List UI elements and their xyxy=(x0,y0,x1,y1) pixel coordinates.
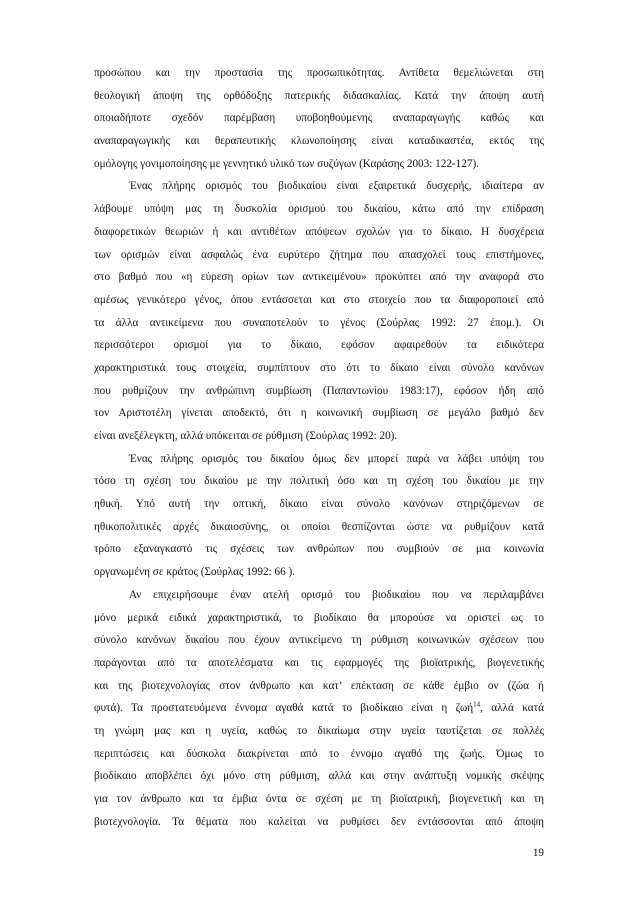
text-line: για τον άνθρωπο και τα έμβια όντα σε σχέση με τη βιοϊατρική, βιογενετική και τη xyxy=(94,793,544,805)
body-text xyxy=(94,62,544,833)
text-line: των ορισμών είναι ασφαλώς ένα ευρύτερο ζήτημα που απασχολεί τους επιστήμονες, xyxy=(94,248,544,261)
footnote-reference[interactable]: 14 xyxy=(473,700,481,709)
text-line: τη γνώμη μας και η υγεία, καθώς το δικαίωμα στην υγεία ταυτίζεται σε πολλές xyxy=(94,724,544,737)
text-line: αναπαραγωγικής και θεραπευτικής κλωνοποίησης είναι καταδικαστέα, εκτός της xyxy=(94,135,544,148)
text-line: τρόπο εξαναγκαστό τις σχέσεις των ανθρώπων που συμβιούν σε μια κοινωνία xyxy=(94,543,544,556)
paragraph-first-line: Ένας πλήρης ορισμός του βιοδικαίου είναι εξαιρετικά δυσχερής, ιδιαίτερα αν xyxy=(129,180,544,193)
text-line: οργανωμένη σε κράτος (Σούρλας 1992: 66 ). xyxy=(94,566,295,579)
text-line: ηθική. Υπό αυτή την οπτική, δίκαιο είναι σύνολο κανόνων στηριζόμενων σε xyxy=(94,498,544,511)
text-line: οποιαδήποτε σχεδόν παρέμβαση υποβοηθούμενης αναπαραγωγής καθώς και xyxy=(94,112,544,125)
text-line: ηθικοπολιτικές αρχές δικαιοσύνης, οι οποίοι θεσπίζονται ώστε να ρυθμίζουν κατά xyxy=(94,520,544,533)
text-line: στο βαθμό που «η εύρεση ορίων των αντικειμένου» προκύπτει από την αναφορά στο xyxy=(94,271,544,284)
text-line: λάβουμε υπόψη μας τη δυσκολία ορισμού του δικαίου, κάτω από την επίδραση xyxy=(94,203,544,216)
text-line-with-footnote xyxy=(94,697,544,720)
text-segment: , αλλά κατά xyxy=(480,702,544,715)
text-segment: φυτά). Τα προστατευόμενα έννομα αγαθά κατά το βιοδίκαιο είναι η ζωή xyxy=(94,702,474,715)
text-line: χαρακτηριστικά τους στοιχεία, συμπίπτουν στο ότι το δίκαιο είναι σύνολο κανόνων xyxy=(94,361,544,374)
text-line: αμέσως γενικότερο γένος, όπου εντάσσεται και στο στοιχείο που τα διαφοροποιεί από xyxy=(94,293,544,306)
text-line: μόνο μερικά ειδικά χαρακτηριστικά, το βιοδίκαιο θα μπορούσε να οριστεί ως το xyxy=(94,611,544,624)
text-line: ομόλογης γονιμοποίησης με γεννητικό υλικό των συζύγων (Καράσης 2003: 122-127). xyxy=(94,157,479,170)
text-line: τα άλλα αντικείμενα που συναποτελούν το γένος (Σούρλας 1992: 27 έπομ.). Οι xyxy=(94,316,544,329)
text-line: τον Αριστοτέλη γίνεται αποδεκτό, ότι η κοινωνική συμβίωση σε μεγάλο βαθμό δεν xyxy=(94,407,544,420)
paragraph-first-line: Ένας πλήρης ορισμός του δικαίου όμως δεν μπορεί παρά να λάβει υπόψη του xyxy=(129,452,544,465)
text-line: διαφορετικών θεωριών ή και αντιθέτων απόψεων σχολών για το δίκαιο. Η δυσχέρεια xyxy=(94,225,544,238)
text-line: θεολογική άποψη της ορθόδοξης πατερικής διδασκαλίας. Κατά την άποψη αυτή xyxy=(94,89,544,102)
text-line: βιοτεχνολογία. Τα θέματα που καλείται να ρυθμίσει δεν εντάσσονται από άποψη xyxy=(94,815,544,828)
text-line: προσώπου και την προστασία της προσωπικότητας. Αντίθετα θεμελιώνεται στη xyxy=(94,67,544,79)
text-line: περιπτώσεις και δύσκολα διακρίνεται από το έννομο αγαθό της ζωής. Όμως το xyxy=(94,747,544,760)
text-line: τόσο τη σχέση του δικαίου με την πολιτική όσο και τη σχέση του δικαίου με την xyxy=(94,475,544,488)
paragraph-first-line: Αν επιχειρήσουμε έναν ατελή ορισμό του βιοδικαίου που να περιλαμβάνει xyxy=(129,588,544,601)
page-number: 19 xyxy=(532,847,544,859)
text-line: και της βιοτεχνολογίας στον άνθρωπο και κατ’ επέκταση σε κάθε έμβιο ον (ζώα ή xyxy=(94,679,544,692)
text-line: σύνολο κανόνων δικαίου που έχουν αντικείμενο τη ρύθμιση κοινωνικών σχέσεων που xyxy=(94,634,544,647)
text-line: παράγονται από τα αποτελέσματα και τις εφαρμογές της βιοϊατρικής, βιογενετικής xyxy=(94,656,544,669)
text-line: είναι ανεξέλεγκτη, αλλά υπόκειται σε ρύθμιση (Σούρλας 1992: 20). xyxy=(94,430,398,442)
text-line: βιοδίκαιο αποβλέπει όχι μόνο στη ρύθμιση, αλλά και στην ανάπτυξη νομικής σκέψης xyxy=(94,770,544,783)
text-line: που ρυθμίζουν την ανθρώπινη συμβίωση (Παπαντωνίου 1983:17), εφόσον ήδη από xyxy=(94,384,544,397)
text-line: περισσότεροι ορισμοί για το δίκαιο, εφόσον αφαιρεθούν τα ειδικότερα xyxy=(94,339,544,352)
